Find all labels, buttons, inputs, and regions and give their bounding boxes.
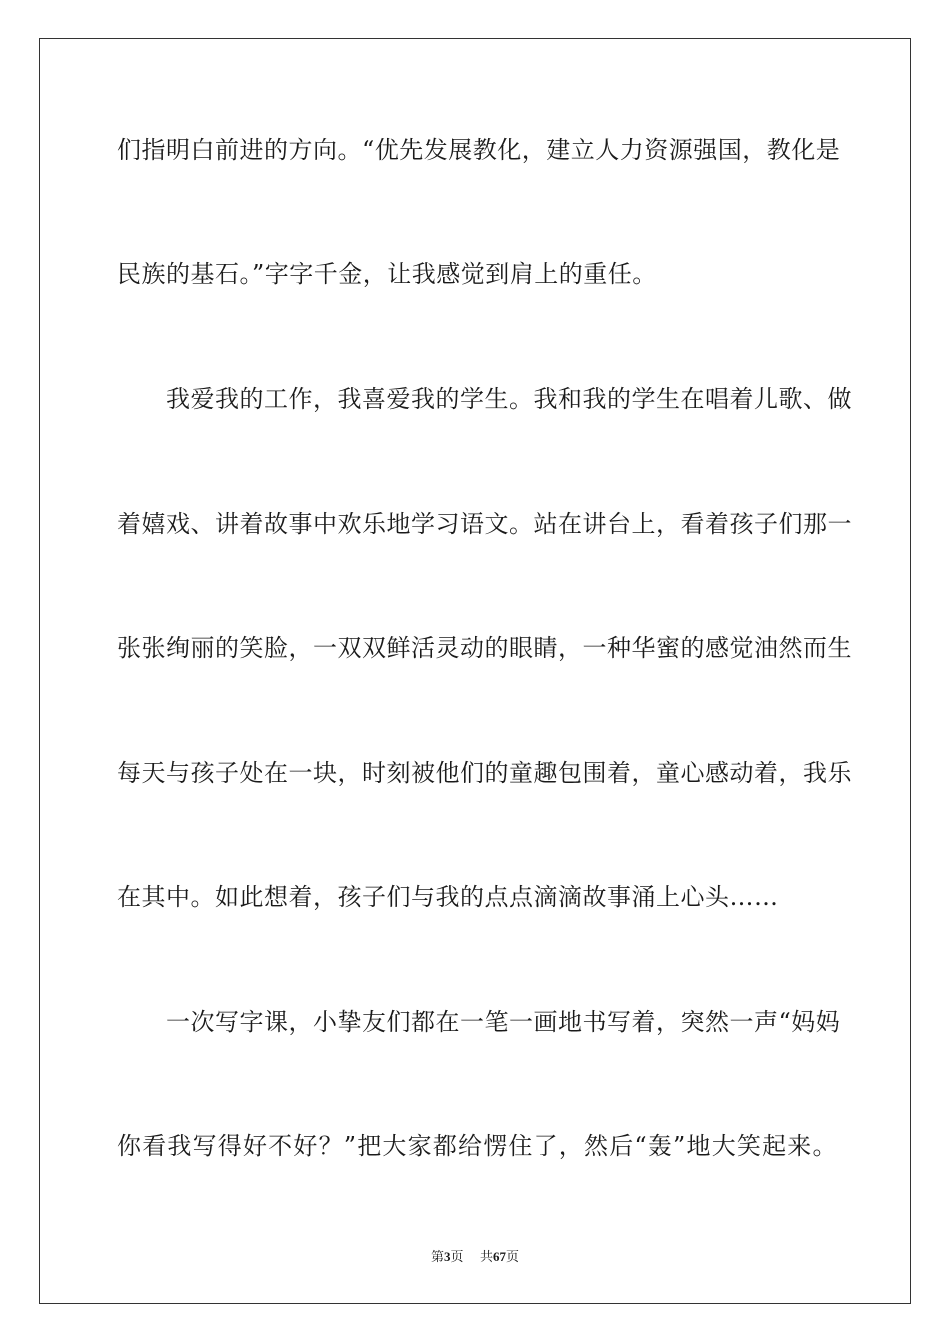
paragraph-line-5: 张张绚丽的笑脸，一双双鲜活灵动的眼睛，一种华蜜的感觉油然而生 (117, 634, 852, 662)
footer-total-prefix: 共 (480, 1250, 494, 1265)
footer-total-suffix: 页 (506, 1250, 520, 1265)
total-pages: 67 (493, 1249, 507, 1264)
page-border (39, 38, 911, 1304)
paragraph-line-9: 你看我写得好不好？”把大家都给愣住了，然后“轰”地大笑起来。 (117, 1132, 837, 1160)
footer-page-suffix: 页 (450, 1250, 464, 1265)
page-footer (0, 1248, 950, 1267)
paragraph-line-3: 我爱我的工作，我喜爱我的学生。我和我的学生在唱着儿歌、做 (117, 385, 852, 413)
paragraph-line-8: 一次写字课，小挚友们都在一笔一画地书写着，突然一声“妈妈 (117, 1008, 841, 1036)
paragraph-line-1: 们指明白前进的方向。“优先发展教化，建立人力资源强国，教化是 (117, 136, 841, 164)
paragraph-line-7: 在其中。如此想着，孩子们与我的点点滴滴故事涌上心头…… (117, 883, 779, 911)
footer-prefix: 第 (430, 1250, 444, 1265)
paragraph-line-2: 民族的基石。”字字千金，让我感觉到肩上的重任。 (117, 260, 657, 288)
paragraph-line-6: 每天与孩子处在一块，时刻被他们的童趣包围着，童心感动着，我乐 (117, 759, 852, 787)
page-number: 3 (443, 1249, 451, 1264)
paragraph-line-4: 着嬉戏、讲着故事中欢乐地学习语文。站在讲台上，看着孩子们那一 (117, 510, 852, 538)
